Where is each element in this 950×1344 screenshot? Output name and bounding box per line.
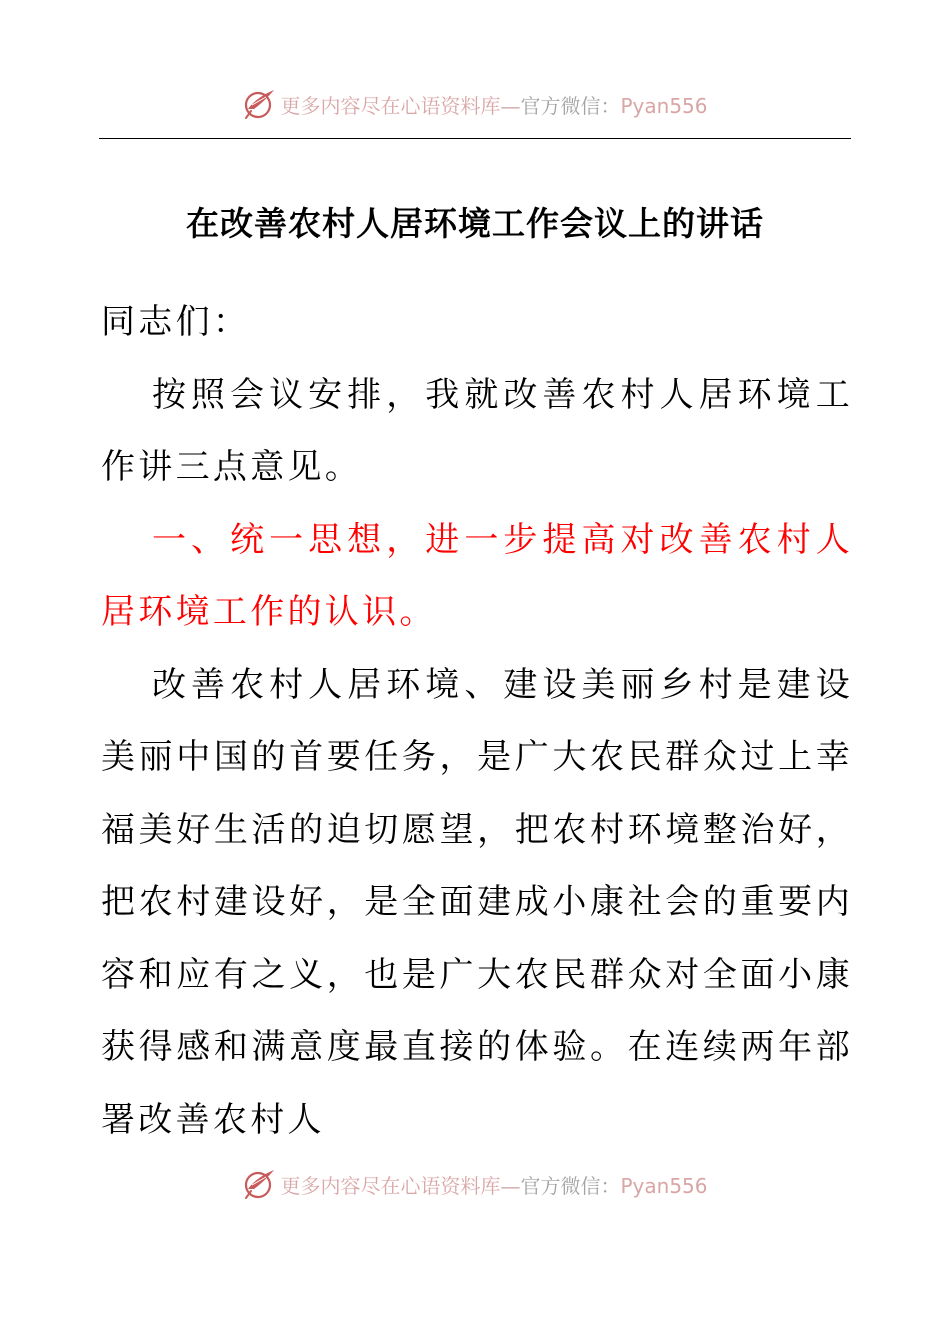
banner-wechat-id: Pyan556 bbox=[620, 1173, 708, 1198]
feather-pen-logo-icon bbox=[242, 1167, 276, 1201]
intro-paragraph: 按照会议安排，我就改善农村人居环境工作讲三点意见。 bbox=[101, 374, 853, 487]
banner-text bbox=[280, 1170, 707, 1199]
banner-wechat-id: Pyan556 bbox=[620, 93, 708, 118]
header-divider bbox=[99, 138, 851, 139]
banner-wechat-label: 官方微信： bbox=[520, 1173, 621, 1198]
footer-banner bbox=[0, 1162, 950, 1206]
header-banner bbox=[0, 82, 950, 126]
document-title: 在改善农村人居环境工作会议上的讲话 bbox=[186, 204, 764, 243]
section-heading-1: 一、统一思想，进一步提高对改善农村人居环境工作的认识。 bbox=[101, 519, 853, 632]
document-body bbox=[101, 286, 853, 1156]
body-paragraph-1: 改善农村人居环境、建设美丽乡村是建设美丽中国的首要任务，是广大农民群众过上幸福美好生活的迫切愿望，把农村环境整治好，把农村建设好，是全面建成小康社会的重要内容和应有之义，也是广大农民群众对全面小康获得感和满意度最直接的体验。在连续两年部署改善农村人 bbox=[101, 664, 853, 1140]
banner-site-text: 更多内容尽在心语资料库 bbox=[280, 1173, 501, 1198]
feather-pen-logo-icon bbox=[242, 87, 276, 121]
banner-wechat-label: 官方微信： bbox=[520, 93, 621, 118]
banner-site-text: 更多内容尽在心语资料库 bbox=[280, 93, 501, 118]
salutation: 同志们： bbox=[101, 302, 251, 342]
banner-dash: — bbox=[500, 93, 521, 118]
banner-text bbox=[280, 90, 707, 119]
banner-dash: — bbox=[500, 1173, 521, 1198]
